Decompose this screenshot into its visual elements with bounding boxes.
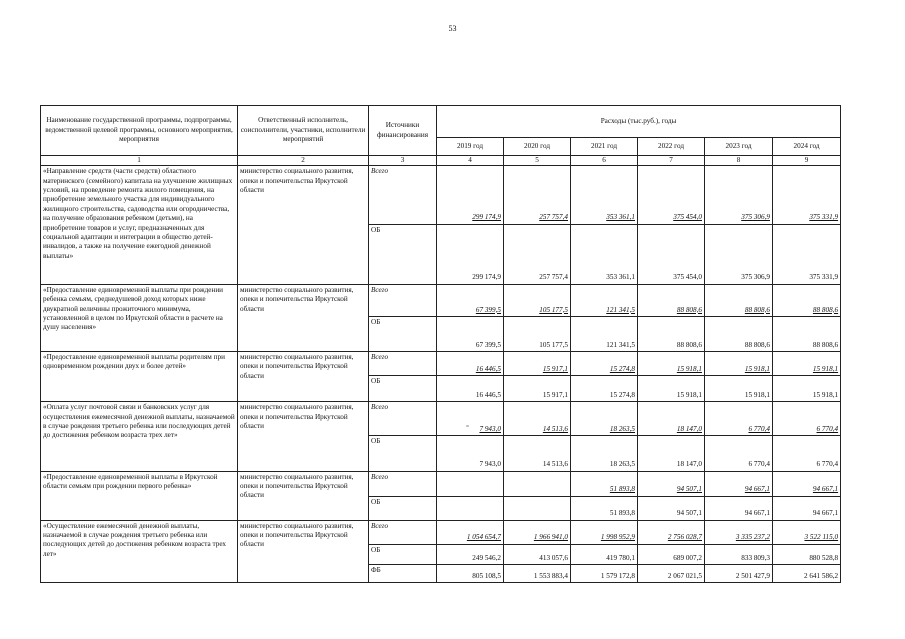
amount-value: 105 177,5 — [504, 316, 571, 351]
executor-name: министерство социального развития, опеки и попечительства Иркутской области — [238, 402, 369, 471]
total-value: 88 808,6 — [638, 284, 705, 316]
amount-value: 14 513,6 — [504, 436, 571, 471]
amount-value: 88 808,6 — [638, 316, 705, 351]
amount-value: 18 147,0 — [638, 436, 705, 471]
col-number: 6 — [571, 156, 638, 166]
total-value: 18 147,0 — [638, 402, 705, 436]
col-number: 5 — [504, 156, 571, 166]
activity-name: «Направление средств (части средств) областного материнского (семейного) капитала на улучшение жилищных условий, на проведение ремонта жилого помещения, на приобретение земельного участка для индивидуального жилищного строительства, садоводства или огородничества, на получение образования ребенком (детьми), на приобретение товаров и услуг, предназначенных для социальной адаптации и интеграции в общество детей-инвалидов, а также на получение ежегодной денежной выплаты» — [41, 166, 238, 284]
amount-value: 15 274,8 — [571, 376, 638, 402]
amount-value: 2 501 427,9 — [705, 564, 773, 582]
budget-table — [40, 105, 841, 583]
total-value: 94 507,1 — [638, 471, 705, 496]
amount-value: 375 331,9 — [773, 224, 841, 284]
col-number: 9 — [773, 156, 841, 166]
table-row — [41, 402, 841, 436]
table-row — [41, 284, 841, 316]
total-value: 14 513,6 — [504, 402, 571, 436]
total-value: 7 943,0 — [437, 402, 504, 436]
header-year: 2022 год — [638, 138, 705, 156]
source-total-label: Всего — [369, 352, 437, 376]
amount-value: 833 809,3 — [705, 544, 773, 564]
amount-value: 15 918,1 — [773, 376, 841, 402]
source-label: ОБ — [369, 316, 437, 351]
total-value: 1 966 941,0 — [504, 520, 571, 544]
total-value: 1 998 952,9 — [571, 520, 638, 544]
total-value: 3 522 115,0 — [773, 520, 841, 544]
col-number: 2 — [238, 156, 369, 166]
amount-value: 257 757,4 — [504, 224, 571, 284]
total-value: 15 274,8 — [571, 352, 638, 376]
header-name: Наименование государственной программы, подпрограммы, ведомственной целевой программы, основного мероприятия, мероприятия — [41, 106, 238, 156]
total-value: 94 667,1 — [705, 471, 773, 496]
total-value: 299 174,9 — [437, 166, 504, 224]
table-row — [41, 166, 841, 224]
source-total-label: Всего — [369, 520, 437, 544]
source-label: ФБ — [369, 564, 437, 582]
scan-smudge — [466, 425, 469, 427]
header-source: Источники финансирования — [369, 106, 437, 156]
amount-value: 353 361,1 — [571, 224, 638, 284]
page-number: 53 — [448, 24, 457, 33]
amount-value: 6 770,4 — [705, 436, 773, 471]
activity-name: «Предоставление единовременной выплаты в Иркутской области семьям при рождении первого ребенка» — [41, 471, 238, 520]
amount-value: 15 918,1 — [705, 376, 773, 402]
amount-value: 94 507,1 — [638, 496, 705, 520]
amount-value: 67 399,5 — [437, 316, 504, 351]
amount-value: 249 546,2 — [437, 544, 504, 564]
amount-value: 94 667,1 — [773, 496, 841, 520]
amount-value: 18 263,5 — [571, 436, 638, 471]
amount-value: 121 341,5 — [571, 316, 638, 351]
header-year: 2024 год — [773, 138, 841, 156]
total-value: 18 263,5 — [571, 402, 638, 436]
col-number: 4 — [437, 156, 504, 166]
activity-name: «Предоставление единовременной выплаты родителям при одновременном рождении двух и более детей» — [41, 352, 238, 402]
amount-value — [437, 496, 504, 520]
amount-value: 299 174,9 — [437, 224, 504, 284]
total-value: 16 446,5 — [437, 352, 504, 376]
source-label: ОБ — [369, 496, 437, 520]
col-number: 3 — [369, 156, 437, 166]
amount-value: 51 893,8 — [571, 496, 638, 520]
amount-value: 94 667,1 — [705, 496, 773, 520]
header-year: 2020 год — [504, 138, 571, 156]
source-total-label: Всего — [369, 402, 437, 436]
col-number: 1 — [41, 156, 238, 166]
source-total-label: Всего — [369, 284, 437, 316]
activity-name: «Оплата услуг почтовой связи и банковских услуг для осуществления ежемесячной денежной выплаты, назначаемой в случае рождения третьего ребенка или последующих детей до достижения ребенком возраста трех лет» — [41, 402, 238, 471]
amount-value: 375 454,0 — [638, 224, 705, 284]
amount-value: 375 306,9 — [705, 224, 773, 284]
amount-value: 805 108,5 — [437, 564, 504, 582]
amount-value: 6 770,4 — [773, 436, 841, 471]
source-total-label: Всего — [369, 471, 437, 496]
activity-name: «Предоставление единовременной выплаты при рождении ребенка семьям, среднедушевой доход которых ниже двукратной величины прожиточного минимума, установленной в целом по Иркутской области в расчете на душу населения» — [41, 284, 238, 351]
amount-value: 880 528,8 — [773, 544, 841, 564]
table-body — [41, 166, 841, 583]
source-label: ОБ — [369, 544, 437, 564]
amount-value: 88 808,6 — [705, 316, 773, 351]
total-value: 375 331,9 — [773, 166, 841, 224]
source-label: ОБ — [369, 224, 437, 284]
total-value — [437, 471, 504, 496]
col-number: 8 — [705, 156, 773, 166]
executor-name: министерство социального развития, опеки и попечительства Иркутской области — [238, 166, 369, 284]
total-value: 15 918,1 — [638, 352, 705, 376]
amount-value: 16 446,5 — [437, 376, 504, 402]
amount-value: 2 067 021,5 — [638, 564, 705, 582]
executor-name: министерство социального развития, опеки и попечительства Иркутской области — [238, 520, 369, 582]
amount-value: 7 943,0 — [437, 436, 504, 471]
total-value: 1 054 654,7 — [437, 520, 504, 544]
amount-value: 1 553 883,4 — [504, 564, 571, 582]
executor-name: министерство социального развития, опеки и попечительства Иркутской области — [238, 352, 369, 402]
amount-value — [504, 496, 571, 520]
total-value: 105 177,5 — [504, 284, 571, 316]
col-number: 7 — [638, 156, 705, 166]
total-value: 15 918,1 — [705, 352, 773, 376]
total-value: 375 454,0 — [638, 166, 705, 224]
total-value: 15 917,1 — [504, 352, 571, 376]
header-executor: Ответственный исполнитель, соисполнители, участники, исполнители мероприятий — [238, 106, 369, 156]
amount-value: 88 808,6 — [773, 316, 841, 351]
source-label: ОБ — [369, 376, 437, 402]
total-value: 375 306,9 — [705, 166, 773, 224]
amount-value: 15 917,1 — [504, 376, 571, 402]
total-value: 353 361,1 — [571, 166, 638, 224]
amount-value: 413 057,6 — [504, 544, 571, 564]
source-total-label: Всего — [369, 166, 437, 224]
total-value: 6 770,4 — [705, 402, 773, 436]
total-value: 6 770,4 — [773, 402, 841, 436]
table-row — [41, 352, 841, 376]
amount-value: 419 780,1 — [571, 544, 638, 564]
source-label: ОБ — [369, 436, 437, 471]
total-value: 15 918,1 — [773, 352, 841, 376]
amount-value: 2 641 586,2 — [773, 564, 841, 582]
total-value: 3 335 237,2 — [705, 520, 773, 544]
table-row — [41, 520, 841, 544]
executor-name: министерство социального развития, опеки и попечительства Иркутской области — [238, 284, 369, 351]
header-year: 2023 год — [705, 138, 773, 156]
executor-name: министерство социального развития, опеки и попечительства Иркутской области — [238, 471, 369, 520]
amount-value: 689 007,2 — [638, 544, 705, 564]
total-value: 257 757,4 — [504, 166, 571, 224]
total-value: 2 756 028,7 — [638, 520, 705, 544]
header-expenses: Расходы (тыс.руб.), годы — [437, 106, 841, 138]
total-value: 94 667,1 — [773, 471, 841, 496]
total-value — [504, 471, 571, 496]
header-year: 2021 год — [571, 138, 638, 156]
total-value: 121 341,5 — [571, 284, 638, 316]
total-value: 88 808,6 — [705, 284, 773, 316]
amount-value: 1 579 172,8 — [571, 564, 638, 582]
amount-value: 15 918,1 — [638, 376, 705, 402]
header-year: 2019 год — [437, 138, 504, 156]
activity-name: «Осуществление ежемесячной денежной выплаты, назначаемой в случае рождения третьего ребенка или последующих детей до достижения ребенком возраста трех лет» — [41, 520, 238, 582]
table-row — [41, 471, 841, 496]
total-value: 51 893,8 — [571, 471, 638, 496]
total-value: 67 399,5 — [437, 284, 504, 316]
total-value: 88 808,6 — [773, 284, 841, 316]
